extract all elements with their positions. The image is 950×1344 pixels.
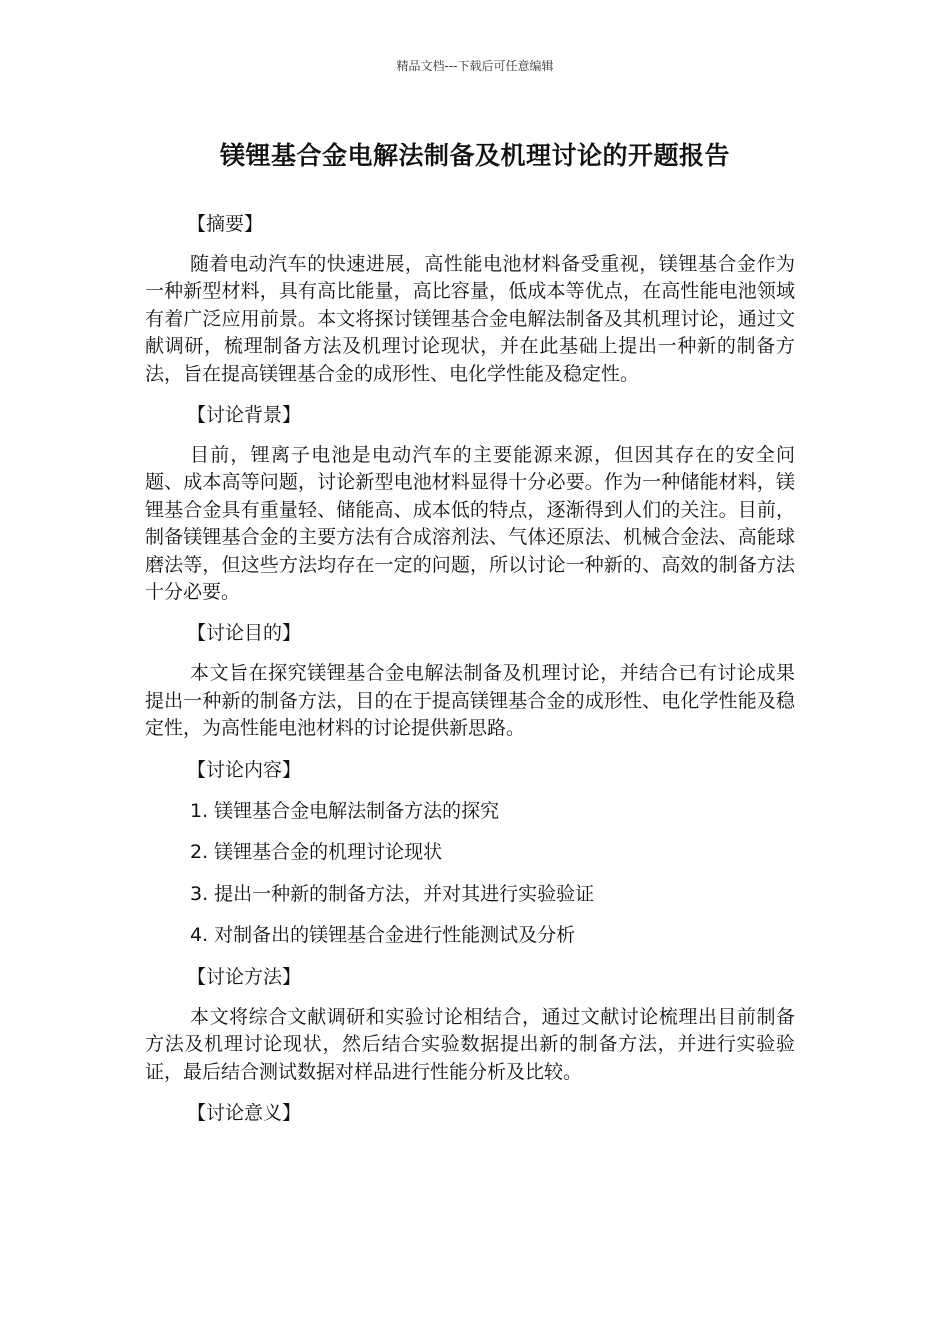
section-heading-significance: 【讨论意义】 (187, 1101, 302, 1124)
section-heading-background: 【讨论背景】 (187, 404, 302, 427)
header-note: 精品文档---下载后可任意编辑 (396, 59, 554, 73)
method-paragraph: 本文将综合文献调研和实验讨论相结合，通过文献讨论梳理出目前制备方法及机理讨论现状，然后结合实验数据提出新的制备方法，并进行实验验证，最后结合测试数据对样品进行性能分析及比较。 (145, 1005, 795, 1083)
list-item: 4. 对制备出的镁锂基合金进行性能测试及分析 (190, 924, 576, 947)
abstract-paragraph: 随着电动汽车的快速进展，高性能电池材料备受重视，镁锂基合金作为一种新型材料，具有高比能量，高比容量，低成本等优点，在高性能电池领域有着广泛应用前景。本文将探讨镁锂基合金电解法制备及其机理讨论，通过文献调研，梳理制备方法及机理讨论现状，并在此基础上提出一种新的制备方法，旨在提高镁锂基合金的成形性、电化学性能及稳定性。 (145, 253, 795, 385)
list-item: 3. 提出一种新的制备方法，并对其进行实验验证 (190, 882, 595, 905)
document-title: 镁锂基合金电解法制备及机理讨论的开题报告 (219, 141, 730, 170)
section-heading-content: 【讨论内容】 (187, 758, 302, 781)
section-heading-purpose: 【讨论目的】 (187, 622, 302, 645)
section-heading-abstract: 【摘要】 (187, 213, 264, 235)
list-item: 1. 镁锂基合金电解法制备方法的探究 (190, 799, 500, 822)
content-list (145, 797, 795, 950)
list-item: 2. 镁锂基合金的机理讨论现状 (190, 841, 443, 864)
purpose-paragraph: 本文旨在探究镁锂基合金电解法制备及机理讨论，并结合已有讨论成果提出一种新的制备方法，目的在于提高镁锂基合金的成形性、电化学性能及稳定性，为高性能电池材料的讨论提供新思路。 (145, 662, 795, 740)
section-heading-method: 【讨论方法】 (187, 965, 302, 988)
background-paragraph: 目前，锂离子电池是电动汽车的主要能源来源，但因其存在的安全问题、成本高等问题，讨论新型电池材料显得十分必要。作为一种储能材料，镁锂基合金具有重量轻、储能高、成本低的特点，逐渐得到人们的关注。目前，制备镁锂基合金的主要方法有合成溶剂法、气体还原法、机械合金法、高能球磨法等，但这些方法均存在一定的问题，所以讨论一种新的、高效的制备方法十分必要。 (145, 444, 795, 604)
document-body (145, 210, 795, 1140)
